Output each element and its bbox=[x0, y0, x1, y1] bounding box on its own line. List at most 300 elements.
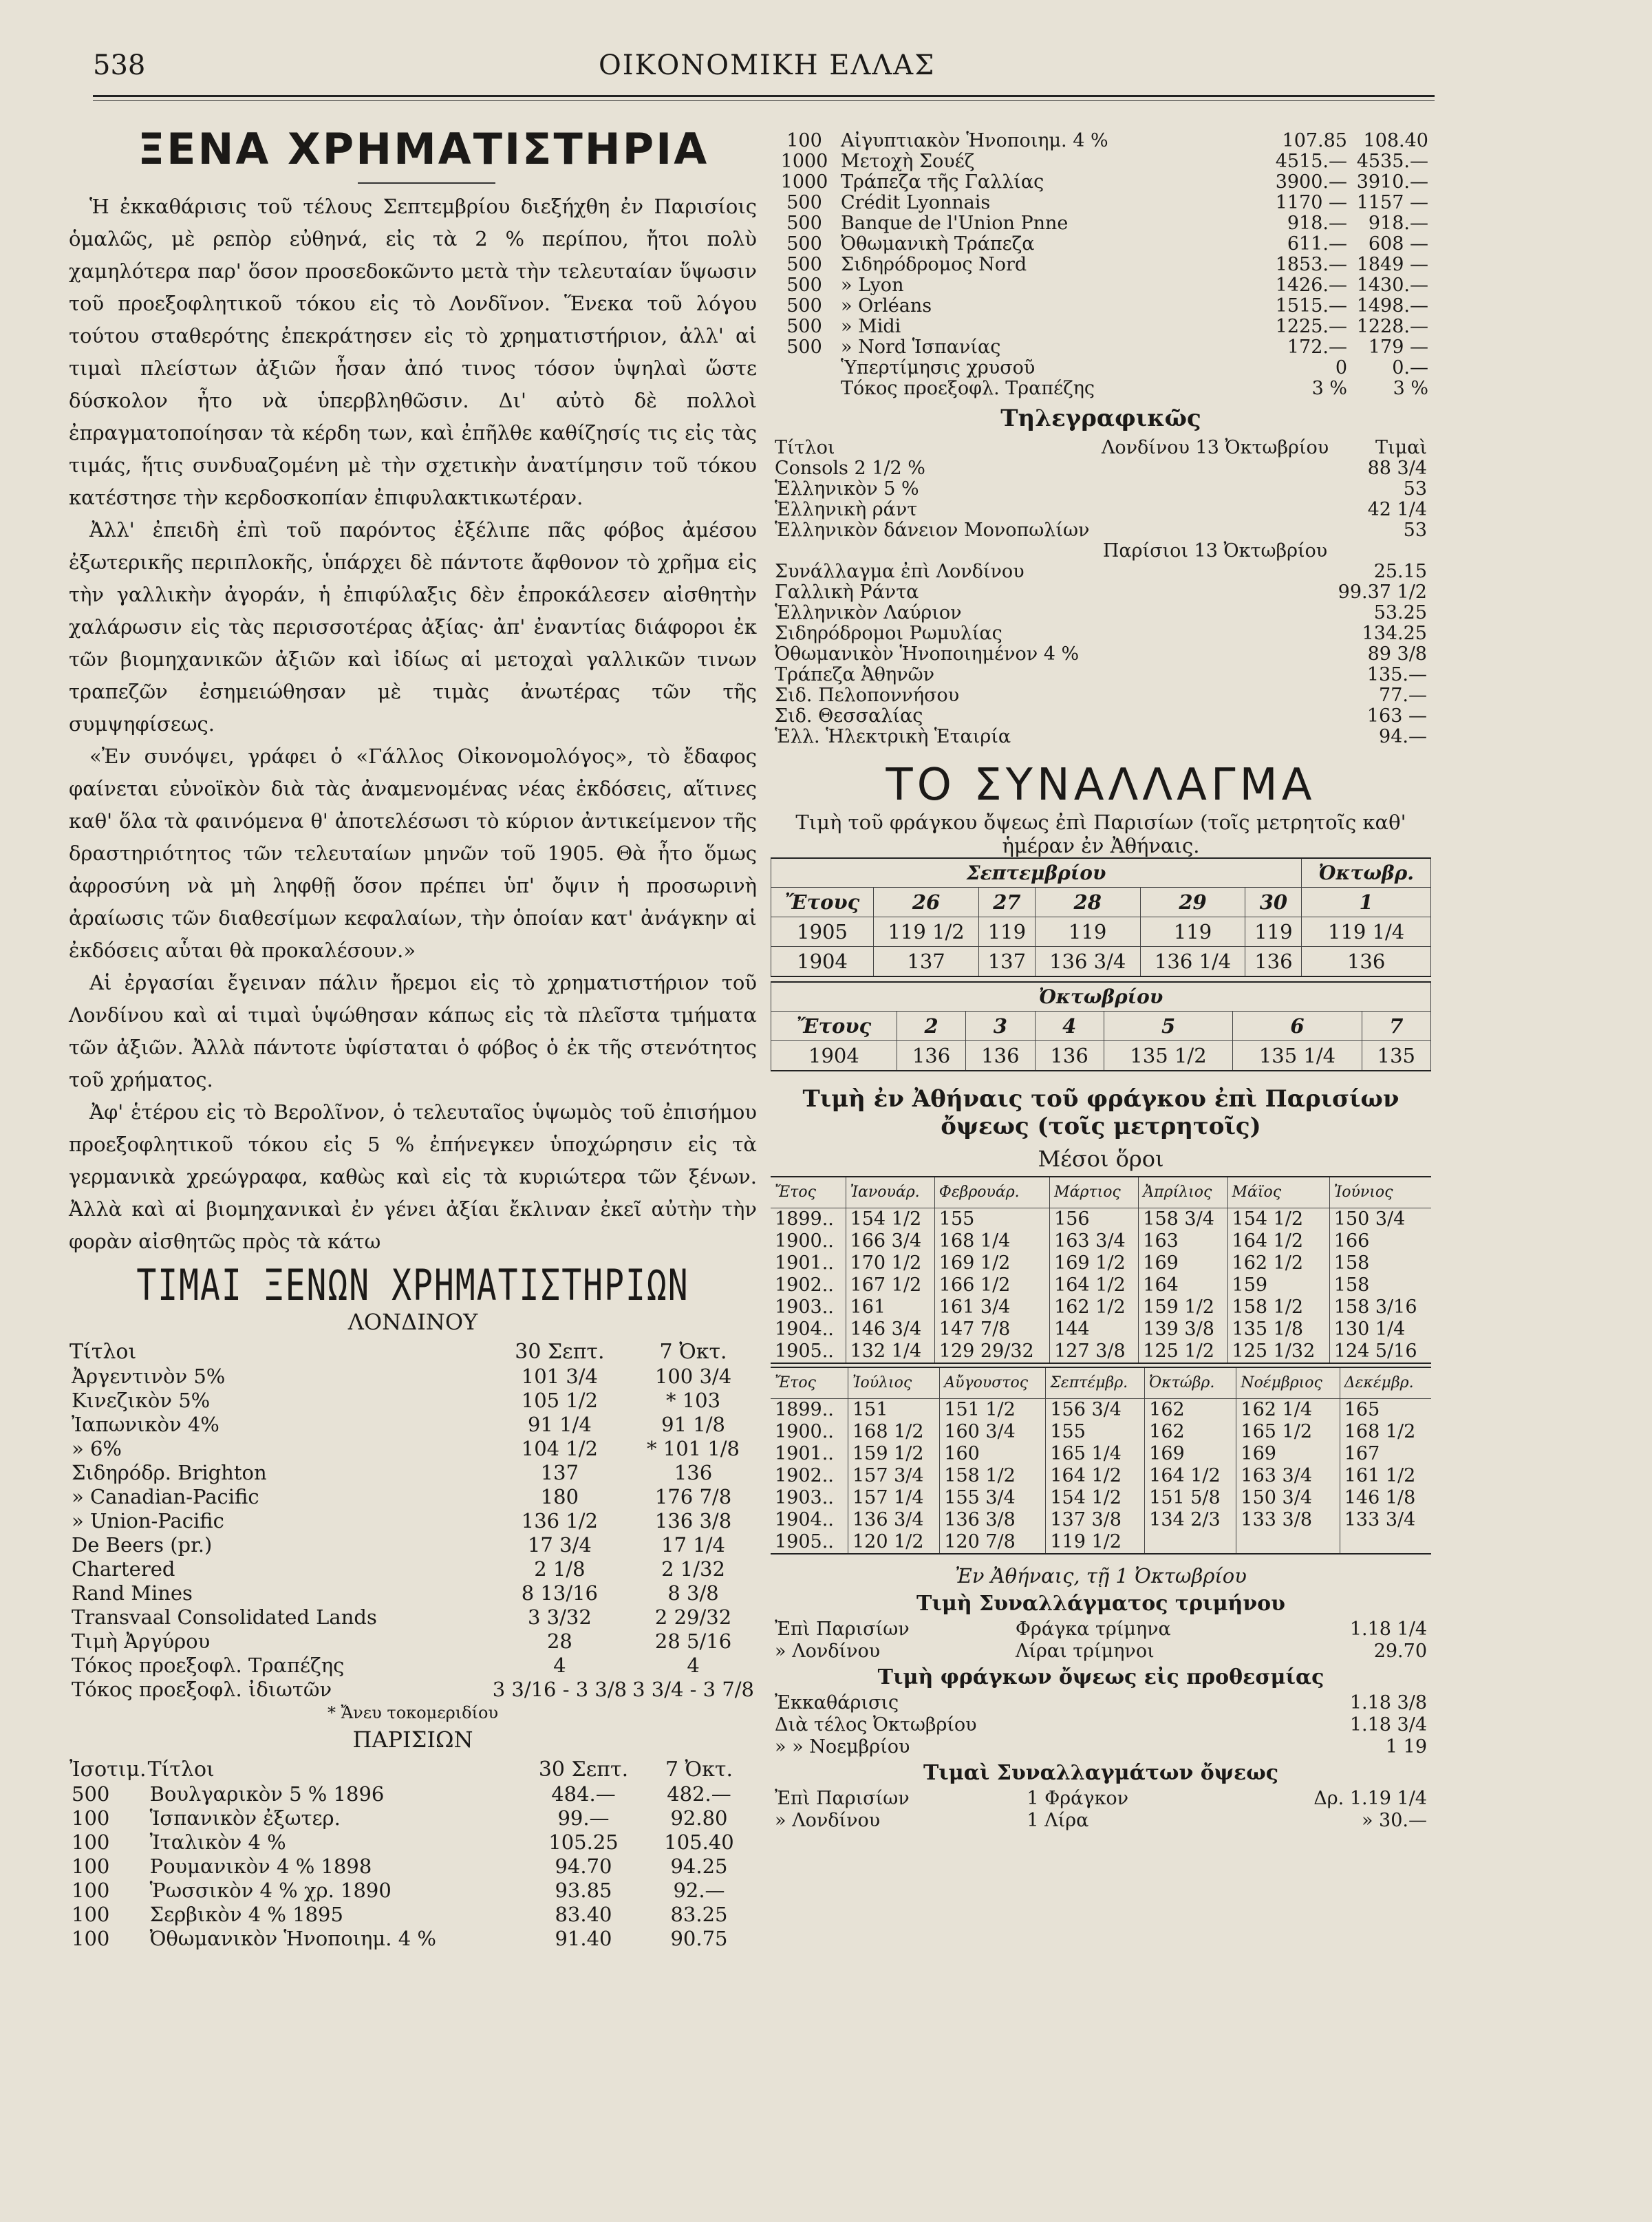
table-cell: » Midi bbox=[841, 316, 901, 337]
table-cell: Αἰγυπτιακὸν Ἡνοποιημ. 4 % bbox=[841, 130, 1108, 151]
table-cell: 158 1/2 bbox=[1227, 1296, 1329, 1318]
table-cell: Ἐπὶ Παρισίων bbox=[775, 1788, 910, 1809]
table-row bbox=[771, 1692, 1431, 1714]
table-cell: 161 1/2 bbox=[1340, 1465, 1431, 1487]
table-cell: Ὀθωμανικὸν Ἡνοποιημ. 4 % bbox=[149, 1927, 436, 1950]
table-cell: Σιδ. Θεσσαλίας bbox=[775, 705, 923, 727]
table-cell: 135 1/4 bbox=[1233, 1041, 1362, 1071]
table-cell: 150 3/4 bbox=[1329, 1208, 1431, 1231]
table-cell: Crédit Lyonnais bbox=[841, 192, 991, 213]
table-cell: 168 1/2 bbox=[848, 1421, 939, 1443]
table-row bbox=[69, 1927, 757, 1951]
table-cell: 165 1/4 bbox=[1046, 1443, 1145, 1465]
table-cell: 1905.. bbox=[775, 1531, 834, 1552]
table-cell: 169 bbox=[1145, 1443, 1236, 1465]
table-cell: 1900.. bbox=[775, 1230, 834, 1252]
table-cell: 166 3/4 bbox=[846, 1230, 934, 1252]
table-cell: Φράγκα τρίμηνα bbox=[1015, 1619, 1171, 1640]
table-row bbox=[771, 582, 1431, 603]
table-cell: Banque de l'Union Pnne bbox=[841, 213, 1069, 234]
table-cell: 166 1/2 bbox=[934, 1274, 1049, 1296]
column-header: 7 bbox=[1362, 1012, 1430, 1041]
header-rule-thin bbox=[93, 100, 1435, 101]
table-cell: 1901.. bbox=[775, 1252, 834, 1274]
col-date-b: 7 Ὀκτ. bbox=[659, 1340, 727, 1364]
london-table bbox=[69, 1339, 757, 1702]
table-cell: 2 29/32 bbox=[654, 1605, 732, 1629]
table-cell: Ἐκκαθάρισις bbox=[775, 1692, 899, 1713]
table-cell: * 101 1/8 bbox=[647, 1437, 740, 1460]
table-cell: 17 1/4 bbox=[661, 1533, 725, 1557]
table-cell: Τόκος προεξοφλ. ἰδιωτῶν bbox=[72, 1678, 332, 1701]
column-header: Ἰανουάρ. bbox=[846, 1177, 934, 1208]
table-cell: 139 3/8 bbox=[1139, 1318, 1227, 1340]
table-cell: 136 1/4 bbox=[1140, 947, 1245, 977]
table-cell: » Union-Pacific bbox=[72, 1509, 224, 1532]
table-row bbox=[771, 151, 1431, 172]
table-cell: 136 3/4 bbox=[1035, 947, 1140, 977]
table-cell: 77.— bbox=[1379, 685, 1427, 706]
table-cell bbox=[1096, 623, 1333, 644]
table-cell: 918.— bbox=[1368, 213, 1428, 234]
table-row bbox=[771, 917, 1431, 947]
table-cell: Δρ. 1.19 1/4 bbox=[1313, 1788, 1427, 1809]
table-cell: Σιδηρόδρομοι Ρωμυλίας bbox=[775, 623, 1002, 644]
column-header: Αὔγουστος bbox=[940, 1367, 1046, 1399]
table-cell: 107.85 bbox=[1282, 130, 1347, 151]
table-cell: 90.75 bbox=[670, 1927, 728, 1950]
table-cell bbox=[1096, 665, 1333, 685]
table-cell: 4 bbox=[687, 1654, 700, 1677]
table-cell bbox=[1340, 1531, 1431, 1554]
future-title: Τιμὴ φράγκων ὄψεως εἰς προθεσμίας bbox=[877, 1665, 1324, 1689]
table-cell: Chartered bbox=[72, 1557, 175, 1581]
table-cell: 4515.— bbox=[1275, 151, 1347, 172]
table-cell: 105.40 bbox=[664, 1830, 734, 1854]
table-cell: 500 bbox=[786, 254, 822, 275]
table-cell: Ρουμανικὸν 4 % 1898 bbox=[149, 1855, 372, 1878]
article-paragraph: «Ἐν συνόψει, γράφει ὁ «Γάλλος Οἰκονομολόγος», τὸ ἔδαφος φαίνεται εὐνοϊκὸν διὰ τὰς ἀναμενομένας νέας ἐκδόσεις, αἵτινες καθ' ὅλα τὰ φαινόμενα θ' ἀποτελέσωσι τὸ κύριον ἀντικείμενον τῆς δραστηριότητος τῶν τελευταίων μηνῶν τοῦ 1905. Θὰ ἦτο ὅμως ἀφροσύνη νὰ μὴ ληφθῇ ὅσον πρέπει ὑπ' ὄψιν ἡ προσωρινὴ ἀραίωσις τῶν διαθεσίμων κεφαλαίων, τὴν ὁποίαν κατ' ἀνάγκην αἱ ἐκδόσεις αὗται θὰ προκαλέσουν.» bbox=[69, 745, 757, 962]
sight-table bbox=[771, 1788, 1431, 1832]
table-row bbox=[771, 1230, 1431, 1252]
table-cell: 165 bbox=[1340, 1399, 1431, 1422]
table-row bbox=[771, 623, 1431, 644]
table-cell: 119 1/2 bbox=[874, 917, 979, 947]
table-cell: 100 bbox=[72, 1830, 110, 1854]
table-cell: 1902.. bbox=[775, 1274, 834, 1296]
table-row bbox=[771, 1399, 1431, 1422]
table-cell: 155 bbox=[1046, 1421, 1145, 1443]
athens-average-title: Τιμὴ ἐν Ἀθήναις τοῦ φράγκου ἐπὶ Παρισίων ὄψεως (τοῖς μετρητοῖς) bbox=[802, 1085, 1399, 1140]
right-column bbox=[771, 131, 1431, 1832]
future-table bbox=[771, 1692, 1431, 1758]
column-header: Φεβρουάρ. bbox=[934, 1177, 1049, 1208]
table-row bbox=[771, 1465, 1431, 1487]
table-cell: 130 1/4 bbox=[1329, 1318, 1431, 1340]
table-cell: 135 bbox=[1362, 1041, 1430, 1071]
table-cell: 3 % bbox=[1311, 378, 1347, 399]
table-cell: 124 5/16 bbox=[1329, 1340, 1431, 1363]
table-cell: Ὀθωμανικὴ Τράπεζα bbox=[841, 233, 1035, 255]
table-cell: 167 bbox=[1340, 1443, 1431, 1465]
table-cell: 500 bbox=[786, 213, 822, 234]
table-cell: 1515.— bbox=[1275, 295, 1347, 317]
table-cell: 147 7/8 bbox=[934, 1318, 1049, 1340]
table-cell: 136 1/2 bbox=[521, 1509, 599, 1532]
table-cell: 119 bbox=[1140, 917, 1245, 947]
table-cell: 166 bbox=[1329, 1230, 1431, 1252]
table-cell: 136 bbox=[1302, 947, 1431, 977]
table-cell: 1 Φράγκον bbox=[1027, 1788, 1129, 1809]
london-footnote: * Ἄνευ τοκομεριδίου bbox=[327, 1703, 499, 1722]
table-cell: * 103 bbox=[666, 1389, 721, 1412]
table-row bbox=[771, 520, 1431, 541]
journal-title: ΟΙΚΟΝΟΜΙΚΗ ΕΛΛΑΣ bbox=[599, 50, 936, 81]
table-cell: 105.25 bbox=[548, 1830, 619, 1854]
table-cell: 136 bbox=[674, 1461, 713, 1484]
table-cell: 136 bbox=[1245, 947, 1302, 977]
table-row bbox=[771, 1531, 1431, 1554]
table-cell: Λίραι τρίμηνοι bbox=[1015, 1641, 1155, 1662]
table-cell: 125 1/2 bbox=[1139, 1340, 1227, 1363]
table-cell: 164 1/2 bbox=[1145, 1465, 1236, 1487]
col-title: Τίτλοι bbox=[147, 1758, 215, 1782]
table-row bbox=[771, 947, 1431, 977]
athens-average-table-2 bbox=[771, 1367, 1431, 1555]
table-cell: 611.— bbox=[1287, 233, 1347, 255]
exchange-title: ΤΟ ΣΥΝΑΛΛΑΓΜΑ bbox=[886, 760, 1316, 811]
table-cell: 163 — bbox=[1366, 705, 1427, 727]
table-cell: 158 3/16 bbox=[1329, 1296, 1431, 1318]
table-row bbox=[69, 1806, 757, 1830]
column-header: Ἀπρίλιος bbox=[1139, 1177, 1227, 1208]
table-cell: 3 % bbox=[1393, 378, 1428, 399]
table-cell: » » Νοεμβρίου bbox=[775, 1736, 910, 1758]
table-cell: » 30.— bbox=[1361, 1810, 1427, 1831]
table-cell: 169 bbox=[1236, 1443, 1340, 1465]
table-row bbox=[69, 1461, 757, 1485]
table-cell: 159 1/2 bbox=[1139, 1296, 1227, 1318]
table-row bbox=[771, 337, 1431, 358]
table-cell bbox=[1096, 582, 1333, 603]
column-header: 30 bbox=[1245, 888, 1302, 917]
quarter-title: Τιμὴ Συναλλάγματος τριμήνου bbox=[916, 1592, 1285, 1616]
sight-title: Τιμαὶ Συναλλαγμάτων ὄψεως bbox=[923, 1761, 1279, 1785]
table-row bbox=[771, 1252, 1431, 1274]
table-cell: 158 1/2 bbox=[940, 1465, 1046, 1487]
table-row bbox=[69, 1581, 757, 1605]
athens-average-table-1 bbox=[771, 1176, 1431, 1364]
table-cell: 136 3/8 bbox=[940, 1509, 1046, 1531]
column-header: Σεπτέμβρ. bbox=[1046, 1367, 1145, 1399]
table-row bbox=[69, 1830, 757, 1855]
table-cell: 918.— bbox=[1287, 213, 1347, 234]
table-cell: 151 bbox=[848, 1399, 939, 1422]
table-cell: 1430.— bbox=[1356, 275, 1428, 296]
article-paragraph: Αἱ ἐργασίαι ἔγειναν πάλιν ἤρεμοι εἰς τὸ χρηματιστήριον τοῦ Λονδίνου καὶ αἱ τιμαὶ ὑψώθησαν κάπως εἰς τὰ πλεῖστα τμήματα τῶν ἀξιῶν. Ἀλλὰ πάντοτε ὑφίσταται ὁ φόβος ὁ ἐκ τῆς στενότητος τοῦ χρήματος. bbox=[69, 971, 757, 1091]
year-label: Ἔτους bbox=[771, 888, 874, 917]
table-cell: 100 bbox=[72, 1927, 110, 1950]
table-cell: 1225.— bbox=[1275, 316, 1347, 337]
table-cell: 137 bbox=[540, 1461, 579, 1484]
table-row bbox=[771, 193, 1431, 213]
table-cell: 146 3/4 bbox=[846, 1318, 934, 1340]
table-cell: 151 5/8 bbox=[1145, 1487, 1236, 1509]
london-heading: ΛΟΝΔΙΝΟΥ bbox=[347, 1309, 478, 1335]
table-row bbox=[771, 131, 1431, 151]
table-row bbox=[771, 1487, 1431, 1509]
table-cell: » Nord Ἱσπανίας bbox=[841, 336, 1001, 358]
table-cell: » Canadian-Pacific bbox=[72, 1485, 259, 1508]
table-cell: 3 3/16 - 3 3/8 bbox=[492, 1678, 627, 1701]
table-cell: 0.— bbox=[1392, 357, 1428, 378]
table-cell: 100 bbox=[72, 1806, 110, 1830]
table-cell: 99.37 1/2 bbox=[1338, 581, 1427, 603]
table-row bbox=[771, 603, 1431, 623]
table-cell: 500 bbox=[72, 1782, 110, 1806]
table-cell: 163 bbox=[1139, 1230, 1227, 1252]
table-cell: Ἀργεντινὸν 5% bbox=[72, 1365, 226, 1388]
table-cell: 172.— bbox=[1287, 336, 1347, 358]
table-cell: 162 1/2 bbox=[1050, 1296, 1139, 1318]
table-cell: 165 1/2 bbox=[1236, 1421, 1340, 1443]
table-cell: 154 1/2 bbox=[1227, 1208, 1329, 1231]
table-cell: Ῥωσσικὸν 4 % χρ. 1890 bbox=[149, 1879, 391, 1902]
table-cell: Ἑλληνικὴ ράντ bbox=[775, 499, 918, 520]
col-date-a: 30 Σεπτ. bbox=[515, 1340, 605, 1364]
table-cell: 1498.— bbox=[1356, 295, 1428, 317]
table-cell: 93.85 bbox=[555, 1879, 612, 1902]
table-cell: 159 bbox=[1227, 1274, 1329, 1296]
table-cell: 104 1/2 bbox=[521, 1437, 599, 1460]
table-cell: 137 bbox=[874, 947, 979, 977]
table-cell: 1904.. bbox=[775, 1509, 834, 1530]
telegraphic-london-table bbox=[771, 438, 1431, 747]
column-header: 5 bbox=[1104, 1012, 1232, 1041]
table-cell: 2 1/8 bbox=[534, 1557, 586, 1581]
col-price: Τιμαὶ bbox=[1375, 437, 1427, 458]
table-cell: 129 29/32 bbox=[934, 1340, 1049, 1363]
table-cell: 169 bbox=[1139, 1252, 1227, 1274]
table-row bbox=[771, 644, 1431, 665]
table-cell: 100 3/4 bbox=[654, 1365, 732, 1388]
table-cell: 167 1/2 bbox=[846, 1274, 934, 1296]
table-cell: 125 1/32 bbox=[1227, 1340, 1329, 1363]
table-cell: 163 3/4 bbox=[1050, 1230, 1139, 1252]
table-cell: 105 1/2 bbox=[521, 1389, 599, 1412]
table-cell: 164 1/2 bbox=[1050, 1274, 1139, 1296]
table-cell: Βουλγαρικὸν 5 % 1896 bbox=[149, 1782, 385, 1806]
table-cell: 83.25 bbox=[670, 1903, 728, 1926]
col-date-b: 7 Ὀκτ. bbox=[665, 1758, 733, 1782]
table-cell: 1170 — bbox=[1275, 192, 1347, 213]
col-date-a: 30 Σεπτ. bbox=[538, 1758, 629, 1782]
table-cell bbox=[1096, 500, 1333, 520]
table-cell: 1905.. bbox=[775, 1340, 834, 1362]
table-cell: Ὑπερτίμησις χρυσοῦ bbox=[841, 357, 1036, 378]
column-header: 2 bbox=[897, 1012, 965, 1041]
table-cell: 135 1/2 bbox=[1104, 1041, 1232, 1071]
table-cell: 156 bbox=[1050, 1208, 1139, 1231]
table-cell: 1849 — bbox=[1356, 254, 1428, 275]
table-row bbox=[771, 1421, 1431, 1443]
table-row bbox=[771, 665, 1431, 685]
month-label: Σεπτεμβρίου bbox=[771, 858, 1302, 888]
table-cell: Ὀθωμανικὸν Ἡνοποιημένον 4 % bbox=[775, 643, 1080, 665]
table-row bbox=[771, 317, 1431, 337]
table-cell: 164 bbox=[1139, 1274, 1227, 1296]
table-cell: » 6% bbox=[72, 1437, 122, 1460]
table-cell: 176 7/8 bbox=[654, 1485, 732, 1508]
table-cell: 608 — bbox=[1368, 233, 1428, 255]
table-cell: 135.— bbox=[1366, 664, 1427, 685]
table-row bbox=[771, 213, 1431, 234]
table-cell: 157 3/4 bbox=[848, 1465, 939, 1487]
table-cell: 101 3/4 bbox=[521, 1365, 599, 1388]
year-label: Ἔτους bbox=[771, 1012, 897, 1041]
table-cell: 119 1/2 bbox=[1046, 1531, 1145, 1554]
table-cell bbox=[771, 358, 838, 378]
table-cell: Τόκος προεξοφλ. Τραπέζης bbox=[72, 1654, 345, 1677]
table-cell: » Λονδίνου bbox=[775, 1810, 881, 1831]
table-cell: 120 7/8 bbox=[940, 1531, 1046, 1554]
paris-table bbox=[69, 1757, 757, 1951]
table-cell: 156 3/4 bbox=[1046, 1399, 1145, 1422]
table-cell: 1899.. bbox=[775, 1208, 834, 1230]
table-cell: 25.15 bbox=[1373, 561, 1427, 582]
table-cell: 3 3/4 - 3 7/8 bbox=[632, 1678, 754, 1701]
table-cell: 136 bbox=[966, 1041, 1035, 1071]
table-cell: 42 1/4 bbox=[1367, 499, 1427, 520]
table-cell: Ἑλληνικὸν δάνειον Μονοπωλίων bbox=[775, 520, 1090, 541]
telegraphic-title: Τηλεγραφικῶς bbox=[1000, 405, 1201, 432]
foreign-prices-title: ΤΙΜΑΙ ΞΕΝΩΝ ΧΡΗΜΑΤΙΣΤΗΡΙΩΝ bbox=[136, 1260, 689, 1311]
column-header: 29 bbox=[1140, 888, 1245, 917]
table-cell: 162 1/2 bbox=[1227, 1252, 1329, 1274]
table-cell: 500 bbox=[786, 336, 822, 358]
table-cell: 1853.— bbox=[1275, 254, 1347, 275]
table-cell: 157 1/4 bbox=[848, 1487, 939, 1509]
table-cell: 159 1/2 bbox=[848, 1443, 939, 1465]
table-cell: 150 3/4 bbox=[1236, 1487, 1340, 1509]
table-cell: 179 — bbox=[1368, 336, 1428, 358]
column-header: Ὀκτώβρ. bbox=[1145, 1367, 1236, 1399]
table-cell: Κινεζικὸν 5% bbox=[72, 1389, 211, 1412]
table-row bbox=[69, 1605, 757, 1630]
table-cell: 151 1/2 bbox=[940, 1399, 1046, 1422]
table-cell: 133 3/8 bbox=[1236, 1509, 1340, 1531]
table-cell: 88 3/4 bbox=[1367, 458, 1427, 479]
table-cell: 92.80 bbox=[670, 1806, 728, 1830]
table-cell: 500 bbox=[786, 192, 822, 213]
table-row bbox=[771, 1296, 1431, 1318]
table-cell: 169 1/2 bbox=[1050, 1252, 1139, 1274]
table-cell: 133 3/4 bbox=[1340, 1509, 1431, 1531]
table-row bbox=[771, 1041, 1431, 1071]
table-cell: 1000 bbox=[780, 151, 828, 172]
column-header: 4 bbox=[1035, 1012, 1104, 1041]
table-cell: 135 1/8 bbox=[1227, 1318, 1329, 1340]
table-row bbox=[771, 727, 1431, 747]
page-number: 538 bbox=[93, 50, 146, 81]
table-cell: 8 3/8 bbox=[667, 1581, 719, 1605]
table-cell: 161 3/4 bbox=[934, 1296, 1049, 1318]
table-row bbox=[69, 1879, 757, 1903]
athens-average-subtitle: Μέσοι ὅροι bbox=[1038, 1146, 1164, 1172]
table-cell: 29.70 bbox=[1373, 1641, 1427, 1662]
paris-heading: ΠΑΡΙΣΙΩΝ bbox=[352, 1727, 473, 1753]
column-header: Δεκέμβρ. bbox=[1340, 1367, 1431, 1399]
table-cell: Ἑλλ. Ἡλεκτρικὴ Ἑταιρία bbox=[775, 726, 1011, 747]
table-row bbox=[771, 1208, 1431, 1231]
table-cell: 154 1/2 bbox=[1046, 1487, 1145, 1509]
paris-date: Παρίσιοι 13 Ὀκτωβρίου bbox=[1102, 540, 1328, 562]
table-cell: Ἰαπωνικὸν 4% bbox=[72, 1413, 219, 1436]
table-cell: 170 1/2 bbox=[846, 1252, 934, 1274]
table-cell: 3910.— bbox=[1356, 171, 1428, 193]
table-cell: 94.70 bbox=[555, 1855, 612, 1878]
table-row bbox=[69, 1437, 757, 1461]
col-year: Ἔτος bbox=[771, 1177, 846, 1208]
exchange-table-1 bbox=[771, 857, 1431, 977]
table-cell bbox=[1096, 520, 1333, 541]
month-label: Ὀκτωβρίου bbox=[771, 982, 1431, 1012]
table-cell: 119 bbox=[1035, 917, 1140, 947]
table-cell: 146 1/8 bbox=[1340, 1487, 1431, 1509]
column-header: 26 bbox=[874, 888, 979, 917]
table-row bbox=[771, 1274, 1431, 1296]
table-cell: 500 bbox=[786, 233, 822, 255]
table-cell: Ἐπὶ Παρισίων bbox=[775, 1619, 910, 1640]
table-cell: 500 bbox=[786, 275, 822, 296]
table-cell: 83.40 bbox=[555, 1903, 612, 1926]
column-header: 1 bbox=[1302, 888, 1431, 917]
table-cell: 119 1/4 bbox=[1302, 917, 1431, 947]
table-cell: 100 bbox=[72, 1903, 110, 1926]
table-cell: 119 bbox=[978, 917, 1035, 947]
table-cell: 1901.. bbox=[775, 1443, 834, 1464]
left-column bbox=[69, 124, 757, 1951]
table-cell: 100 bbox=[72, 1855, 110, 1878]
table-cell: 119 bbox=[1245, 917, 1302, 947]
table-row bbox=[771, 1509, 1431, 1531]
table-row bbox=[771, 479, 1431, 500]
table-row bbox=[771, 1810, 1431, 1832]
table-cell: Rand Mines bbox=[72, 1581, 193, 1605]
table-cell: 1.18 3/8 bbox=[1349, 1692, 1427, 1713]
table-cell: 160 3/4 bbox=[940, 1421, 1046, 1443]
table-cell bbox=[1145, 1531, 1236, 1554]
athens-date-heading: Ἐν Ἀθήναις, τῇ 1 Ὀκτωβρίου bbox=[955, 1564, 1247, 1588]
table-cell: 1902.. bbox=[775, 1465, 834, 1486]
table-cell: » Lyon bbox=[841, 275, 904, 296]
table-cell: Γαλλικὴ Ράντα bbox=[775, 581, 919, 603]
table-cell: Ἰταλικὸν 4 % bbox=[149, 1830, 286, 1854]
column-header: Ἰούνιος bbox=[1329, 1177, 1431, 1208]
table-row bbox=[69, 1654, 757, 1678]
table-row bbox=[771, 234, 1431, 255]
header-rule bbox=[93, 95, 1435, 97]
table-cell: 120 1/2 bbox=[848, 1531, 939, 1554]
table-cell: 1228.— bbox=[1356, 316, 1428, 337]
title-rule bbox=[358, 182, 495, 184]
table-cell: 3 3/32 bbox=[527, 1605, 592, 1629]
table-row bbox=[771, 458, 1431, 479]
table-cell: » Λονδίνου bbox=[775, 1641, 881, 1662]
column-header: Μάϊος bbox=[1227, 1177, 1329, 1208]
table-cell: 53 bbox=[1403, 478, 1427, 500]
table-cell: 168 1/4 bbox=[934, 1230, 1049, 1252]
